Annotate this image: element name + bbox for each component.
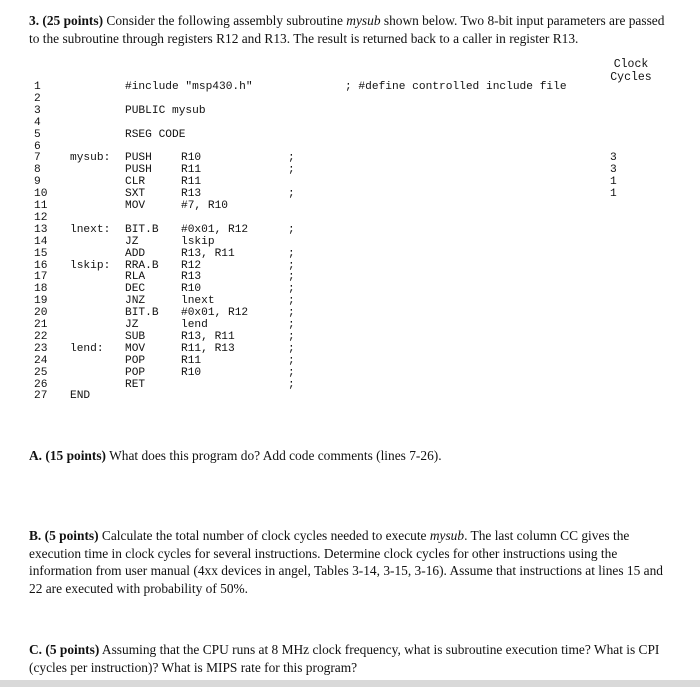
- line-number: 4: [34, 116, 41, 129]
- line-number: 17: [34, 271, 48, 284]
- code-line: [0, 129, 700, 141]
- line-number: 11: [34, 200, 48, 212]
- line-number: 10: [34, 188, 48, 201]
- code-operands: R13: [181, 271, 202, 284]
- code-opcode: RRA.B: [125, 259, 159, 272]
- code-line: [0, 81, 700, 93]
- code-opcode: MOV: [125, 342, 146, 355]
- code-line: [0, 188, 700, 200]
- question-intro: [29, 12, 669, 48]
- code-line: [0, 319, 700, 331]
- code-line: [0, 236, 700, 248]
- code-opcode: #include "msp430.h": [125, 81, 253, 93]
- line-number: 6: [34, 140, 41, 153]
- code-operands: R12: [181, 259, 202, 272]
- line-number: 14: [34, 235, 48, 248]
- code-line: [0, 343, 700, 355]
- line-number: 3: [34, 104, 41, 117]
- line-number: 2: [34, 92, 41, 105]
- code-semicolon: ;: [288, 354, 295, 367]
- code-label: lend:: [70, 342, 104, 355]
- code-semicolon: ;: [288, 378, 295, 391]
- clock-cycle-value: 1: [610, 176, 617, 189]
- code-label: lnext:: [70, 223, 111, 236]
- line-number: 23: [34, 342, 48, 355]
- code-opcode: BIT.B: [125, 307, 159, 320]
- part-b-label: B. (5 points): [29, 528, 99, 543]
- code-opcode: ADD: [125, 247, 146, 260]
- code-opcode: PUSH: [125, 152, 152, 165]
- code-line: [0, 331, 700, 343]
- code-operands: R13, R11: [181, 330, 235, 343]
- code-operands: R11: [181, 164, 202, 177]
- line-number: 22: [34, 330, 48, 343]
- question-number: 3.: [29, 13, 40, 28]
- clock-cycles-header-line2: Cycles: [610, 71, 652, 84]
- page-bottom-divider: [0, 680, 700, 687]
- code-line: [0, 295, 700, 307]
- line-number: 25: [34, 366, 48, 379]
- line-number: 12: [34, 211, 48, 224]
- line-number: 8: [34, 164, 41, 177]
- code-line: [0, 152, 700, 164]
- code-opcode: RET: [125, 378, 146, 391]
- code-operands: #0x01, R12: [181, 307, 249, 320]
- code-line: [0, 260, 700, 272]
- code-semicolon: ;: [288, 152, 295, 165]
- line-number: 13: [34, 223, 48, 236]
- part-c-label: C. (5 points): [29, 642, 100, 657]
- code-line: [0, 212, 700, 224]
- code-label: lskip:: [70, 259, 111, 272]
- line-number: 18: [34, 283, 48, 296]
- code-operands: R10: [181, 152, 202, 165]
- code-operands: R10: [181, 366, 202, 379]
- code-label: mysub:: [70, 152, 111, 165]
- part-b-text-2: . The last column CC gives the execution time in clock cycles for several instructions. Determine clock cycles for other instructions using the information from user manual (4xx devices in angel, Tables 3-14, 3-15, 3-16). Assume that instructions at lines 15 and 22 are executed with probability of 50%.: [29, 528, 663, 596]
- code-line: [0, 105, 700, 117]
- part-c-text: Assuming that the CPU runs at 8 MHz clock frequency, what is subroutine execution time? What is CPI (cycles per instruction)? What is MIPS rate for this program?: [29, 642, 660, 675]
- clock-cycles-header-line1: Clock: [613, 58, 649, 71]
- part-b: [29, 527, 669, 597]
- code-operands: R11, R13: [181, 342, 235, 355]
- part-a: [29, 447, 669, 465]
- code-opcode: RSEG CODE: [125, 128, 186, 141]
- code-line: [0, 200, 700, 212]
- code-line: [0, 224, 700, 236]
- line-number: 16: [34, 259, 48, 272]
- code-operands: lnext: [181, 295, 215, 308]
- code-line: [0, 248, 700, 260]
- code-semicolon: ;: [288, 319, 295, 331]
- code-line: [0, 307, 700, 319]
- code-line: [0, 164, 700, 176]
- code-semicolon: ;: [288, 247, 295, 260]
- code-line: [0, 283, 700, 295]
- code-line: [0, 93, 700, 105]
- line-number: 26: [34, 378, 48, 391]
- code-opcode: SUB: [125, 330, 146, 343]
- code-line: [0, 390, 700, 402]
- code-opcode: JZ: [125, 319, 139, 331]
- line-number: 19: [34, 295, 48, 308]
- code-opcode: POP: [125, 366, 146, 379]
- line-number: 7: [34, 152, 41, 165]
- code-semicolon: ;: [288, 307, 295, 320]
- code-semicolon: ;: [288, 366, 295, 379]
- code-opcode: MOV: [125, 200, 146, 212]
- line-number: 27: [34, 390, 48, 403]
- code-opcode: PUSH: [125, 164, 152, 177]
- code-semicolon: ;: [288, 259, 295, 272]
- question-points: (25 points): [42, 13, 104, 28]
- line-number: 9: [34, 176, 41, 189]
- part-c: [29, 641, 669, 676]
- code-operands: R13: [181, 188, 202, 201]
- code-operands: #7, R10: [181, 200, 228, 212]
- code-opcode: JNZ: [125, 295, 146, 308]
- code-line: [0, 141, 700, 153]
- part-a-text: What does this program do? Add code comments (lines 7-26).: [106, 448, 442, 463]
- clock-cycle-value: 3: [610, 152, 617, 165]
- subroutine-name: mysub: [346, 13, 381, 28]
- code-semicolon: ;: [288, 223, 295, 236]
- code-opcode: DEC: [125, 283, 146, 296]
- code-semicolon: ;: [288, 295, 295, 308]
- code-opcode: POP: [125, 354, 146, 367]
- question-text-1: Consider the following assembly subroutine: [103, 13, 347, 28]
- line-number: 20: [34, 307, 48, 320]
- code-semicolon: ;: [288, 283, 295, 296]
- line-number: 1: [34, 81, 41, 93]
- code-comment: ; #define controlled include file: [345, 81, 567, 93]
- code-line: [0, 176, 700, 188]
- code-semicolon: ;: [288, 188, 295, 201]
- code-label: END: [70, 390, 91, 403]
- code-line: [0, 367, 700, 379]
- code-opcode: RLA: [125, 271, 146, 284]
- code-line: [0, 379, 700, 391]
- code-opcode: JZ: [125, 235, 139, 248]
- code-operands: R11: [181, 176, 202, 189]
- code-operands: #0x01, R12: [181, 223, 249, 236]
- part-b-text-1: Calculate the total number of clock cycles needed to execute: [98, 528, 430, 543]
- code-semicolon: ;: [288, 164, 295, 177]
- line-number: 15: [34, 247, 48, 260]
- code-line: [0, 355, 700, 367]
- line-number: 21: [34, 319, 48, 331]
- code-semicolon: ;: [288, 342, 295, 355]
- code-opcode: SXT: [125, 188, 146, 201]
- part-a-label: A. (15 points): [29, 448, 107, 463]
- code-opcode: BIT.B: [125, 223, 159, 236]
- code-operands: R11: [181, 354, 202, 367]
- clock-cycle-value: 3: [610, 164, 617, 177]
- code-operands: lend: [181, 319, 208, 331]
- line-number: 24: [34, 354, 48, 367]
- code-opcode: PUBLIC mysub: [125, 104, 206, 117]
- code-line: [0, 271, 700, 283]
- code-operands: R10: [181, 283, 202, 296]
- code-line: [0, 117, 700, 129]
- part-b-subroutine-name: mysub: [429, 528, 465, 543]
- clock-cycle-value: 1: [610, 188, 617, 201]
- code-semicolon: ;: [288, 330, 295, 343]
- code-semicolon: ;: [288, 271, 295, 284]
- line-number: 5: [34, 128, 41, 141]
- question-text-2: shown below. Two 8-bit input parameters are passed to the subroutine through registers R12 and R13. The result is returned back to a caller in register R13.: [29, 13, 665, 46]
- code-operands: lskip: [181, 235, 215, 248]
- code-opcode: CLR: [125, 176, 146, 189]
- code-operands: R13, R11: [181, 247, 235, 260]
